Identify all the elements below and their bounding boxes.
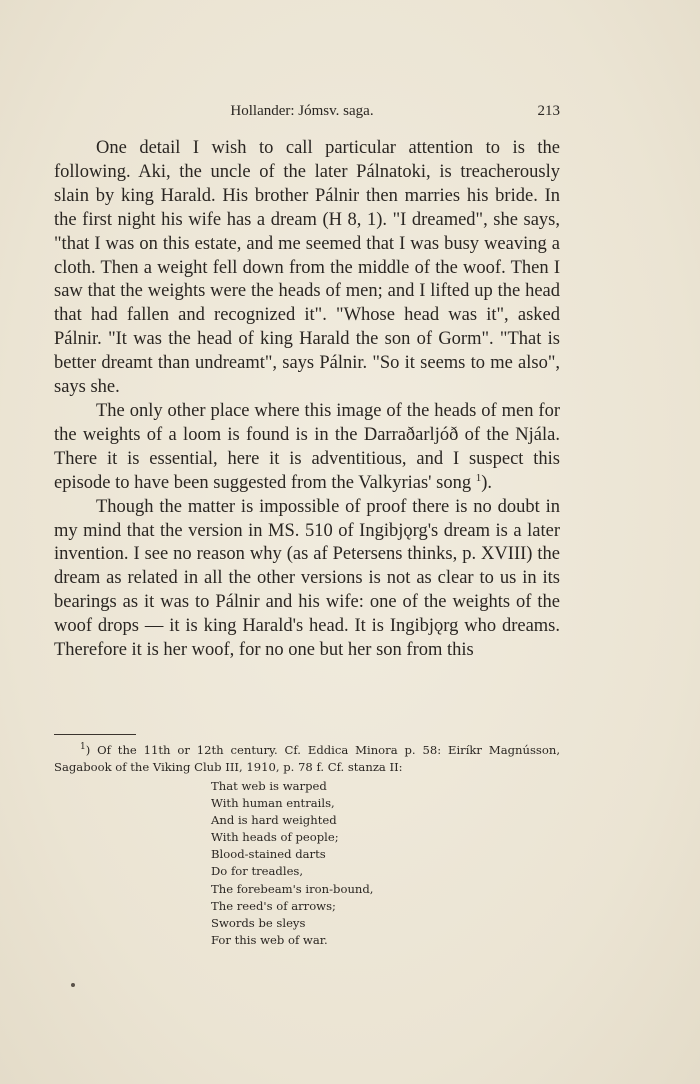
poem-line: Do for treadles, xyxy=(211,864,304,879)
poem-line: With heads of people; xyxy=(211,830,339,845)
poem-line: And is hard weighted xyxy=(211,813,337,828)
page-number: 213 xyxy=(537,103,560,119)
footnote-mark: 1 xyxy=(80,742,86,753)
running-header xyxy=(56,103,560,123)
paragraph-1: One detail I wish to call particular attention to is the following. Aki, the uncle of the later Pálnatoki, is treacherously slain by king Harald. His brother Pálnir then marries his bride. In the first night his wife has a dream (H 8, 1). "I dreamed", she says, "that I was on this estate, and me seemed that I was busy weaving a cloth. Then a weight fell down from the middle of the woof. Then I saw that the weights were the heads of men; and I lifted up the head that had fallen and recognized it". "Whose head was it", asked Pálnir. "It was the head of king Harald the son of Gorm". "That is better dreamt than undreamt", says Pálnir. "So it seems to me also", says she. xyxy=(54,138,560,398)
footnote xyxy=(54,742,560,777)
paragraph-2 xyxy=(54,400,560,496)
ink-speck xyxy=(71,983,75,987)
footnote-reference: 1 xyxy=(475,471,482,484)
paragraph-2-end: ). xyxy=(481,472,493,493)
footnote-line xyxy=(54,742,560,777)
poem-line: For this web of war. xyxy=(211,932,328,947)
poem-line: With human entrails, xyxy=(211,796,335,811)
poem-line: That web is warped xyxy=(211,779,327,793)
poem-line: The forebeam's iron-bound, xyxy=(211,881,374,896)
running-title: Hollander: Jómsv. saga. xyxy=(230,103,374,119)
paragraph-2-text: The only other place where this image of the heads of men for the weights of a loom is found is in the Darraðarljóð of the Njála. There it is essential, here it is adventitious, and I suspect this episode to have been suggested from the Valkyrias' song xyxy=(54,400,560,493)
poem-line: Swords be sleys xyxy=(211,915,306,930)
body-text xyxy=(54,137,560,663)
footnote-divider xyxy=(54,734,136,735)
poem-line: The reed's of arrows; xyxy=(211,898,336,913)
poem-line: Blood-stained darts xyxy=(211,847,326,862)
footnote-poem xyxy=(211,778,374,949)
footnote-text: ) Of the 11th or 12th century. Cf. Eddica Minora p. 58: Eiríkr Magnússon, Sagabook of the Viking Club III, 1910, p. 78 f. Cf. stanza II: xyxy=(54,743,560,775)
paragraph-3: Though the matter is impossible of proof there is no doubt in my mind that the version in MS. 510 of Ingibjǫrg's dream is a later invention. I see no reason why (as af Petersens thinks, p. XVIII) the dream as related in all the other versions is not as clear to us in its bearings as it was to Pálnir and his wife: one of the weights of the woof drops — it is king Harald's head. It is Ingibjǫrg who dreams. Therefore it is her woof, for no one but her son from this xyxy=(54,496,560,661)
